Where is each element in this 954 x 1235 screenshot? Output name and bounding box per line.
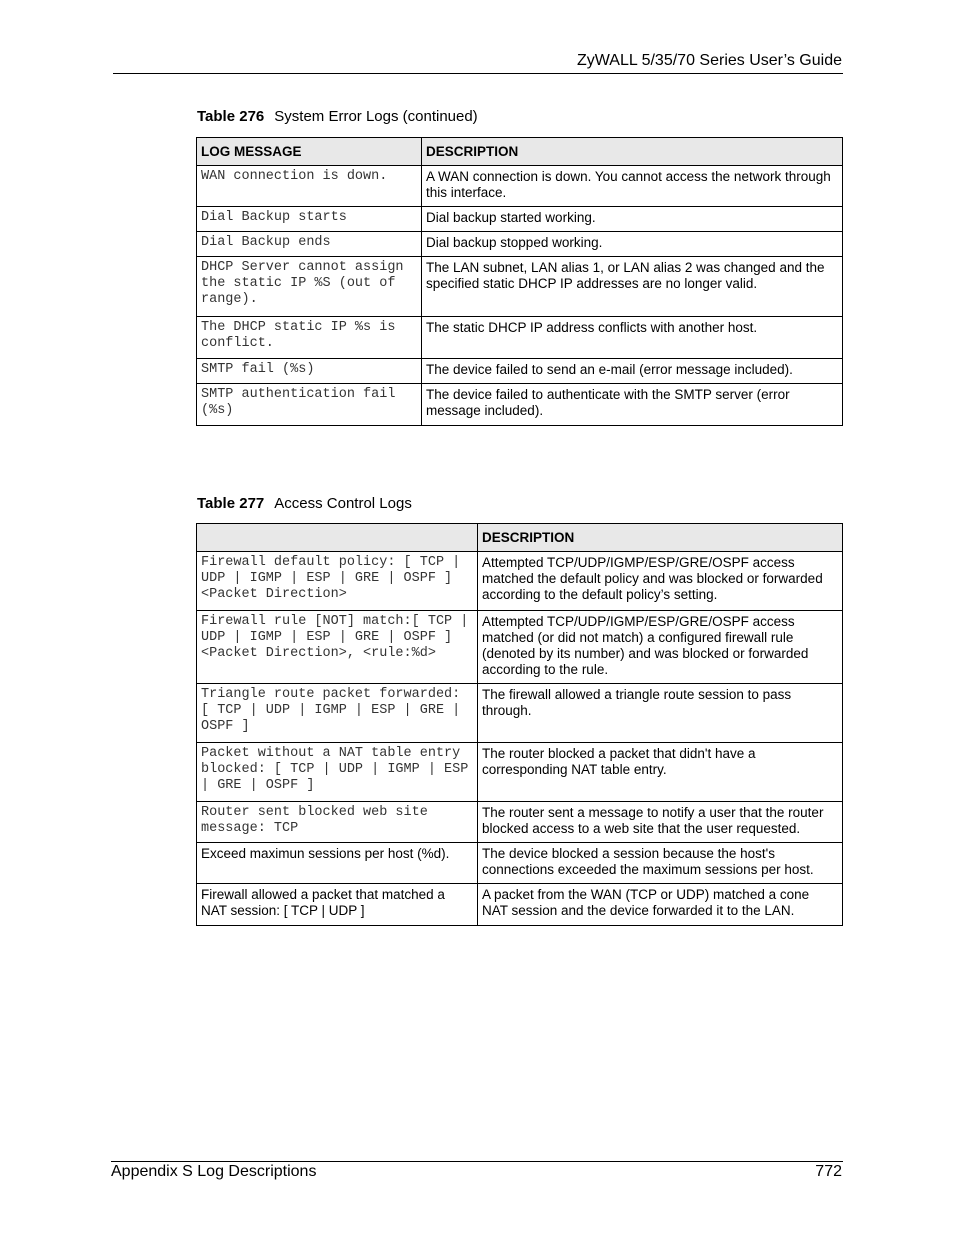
log-message-cell: WAN connection is down.: [197, 166, 422, 207]
table-row: [197, 843, 843, 884]
table-276-number: Table 276: [197, 108, 265, 125]
table-row: [197, 611, 843, 684]
log-message-cell: SMTP fail (%s): [197, 359, 422, 384]
access-control-logs-table: [196, 523, 843, 926]
table-row: [197, 232, 843, 257]
table-row: [197, 743, 843, 802]
table-row: [197, 166, 843, 207]
log-message-cell: SMTP authentication fail (%s): [197, 384, 422, 426]
log-message-cell: DHCP Server cannot assign the static IP %S (out of range).: [197, 257, 422, 317]
table-row: [197, 257, 843, 317]
running-header: ZyWALL 5/35/70 Series User’s Guide: [576, 52, 842, 69]
table-276-caption: [197, 108, 478, 126]
description-cell: The static DHCP IP address conflicts with another host.: [422, 317, 843, 359]
table-row: [197, 552, 843, 611]
log-message-cell: Packet without a NAT table entry blocked: [ TCP | UDP | IGMP | ESP | GRE | OSPF ]: [197, 743, 478, 802]
log-message-cell: Exceed maximun sessions per host (%d).: [197, 843, 478, 884]
description-cell: The router blocked a packet that didn't have a corresponding NAT table entry.: [478, 743, 843, 802]
description-cell: The firewall allowed a triangle route session to pass through.: [478, 684, 843, 743]
table-row: [197, 684, 843, 743]
log-message-cell: Triangle route packet forwarded: [ TCP | UDP | IGMP | ESP | GRE | OSPF ]: [197, 684, 478, 743]
table-header-row: [197, 138, 843, 166]
log-message-cell: Firewall default policy: [ TCP | UDP | IGMP | ESP | GRE | OSPF ] <Packet Direction>: [197, 552, 478, 611]
column-header-description: DESCRIPTION: [478, 524, 843, 552]
page-number: 772: [815, 1163, 842, 1180]
log-message-cell: Dial Backup ends: [197, 232, 422, 257]
description-cell: The device failed to authenticate with the SMTP server (error message included).: [422, 384, 843, 426]
table-277-number: Table 277: [197, 495, 265, 512]
table-row: [197, 317, 843, 359]
table-row: [197, 802, 843, 843]
description-cell: The device failed to send an e-mail (error message included).: [422, 359, 843, 384]
log-message-cell: Router sent blocked web site message: TCP: [197, 802, 478, 843]
table-row: [197, 384, 843, 426]
description-cell: The router sent a message to notify a user that the router blocked access to a web site that the user requested.: [478, 802, 843, 843]
column-header-log-message: [197, 524, 478, 552]
system-error-logs-table: [196, 137, 843, 426]
footer-section-title: Appendix S Log Descriptions: [111, 1163, 317, 1180]
table-277-title: Access Control Logs: [274, 495, 412, 512]
log-message-cell: Firewall rule [NOT] match:[ TCP | UDP | IGMP | ESP | GRE | OSPF ] <Packet Direction>, <rule:%d>: [197, 611, 478, 684]
description-cell: The LAN subnet, LAN alias 1, or LAN alias 2 was changed and the specified static DHCP IP addresses are no longer valid.: [422, 257, 843, 317]
column-header-log-message: LOG MESSAGE: [197, 138, 422, 166]
table-row: [197, 359, 843, 384]
header-rule: [113, 73, 843, 74]
log-message-cell: Firewall allowed a packet that matched a NAT session: [ TCP | UDP ]: [197, 884, 478, 926]
description-cell: A packet from the WAN (TCP or UDP) matched a cone NAT session and the device forwarded it to the LAN.: [478, 884, 843, 926]
log-message-cell: The DHCP static IP %s is conflict.: [197, 317, 422, 359]
table-277-caption: [197, 495, 412, 513]
description-cell: Attempted TCP/UDP/IGMP/ESP/GRE/OSPF access matched the default policy and was blocked or forwarded according to the default policy’s setting.: [478, 552, 843, 611]
table-header-row: [197, 524, 843, 552]
description-cell: A WAN connection is down. You cannot access the network through this interface.: [422, 166, 843, 207]
table-row: [197, 207, 843, 232]
table-row: [197, 884, 843, 926]
column-header-description: DESCRIPTION: [422, 138, 843, 166]
description-cell: Dial backup started working.: [422, 207, 843, 232]
log-message-cell: Dial Backup starts: [197, 207, 422, 232]
description-cell: Attempted TCP/UDP/IGMP/ESP/GRE/OSPF access matched (or did not match) a configured firewall rule (denoted by its number) and was blocked or forwarded according to the rule.: [478, 611, 843, 684]
table-276-title: System Error Logs (continued): [274, 108, 478, 125]
description-cell: The device blocked a session because the host's connections exceeded the maximum sessions per host.: [478, 843, 843, 884]
description-cell: Dial backup stopped working.: [422, 232, 843, 257]
